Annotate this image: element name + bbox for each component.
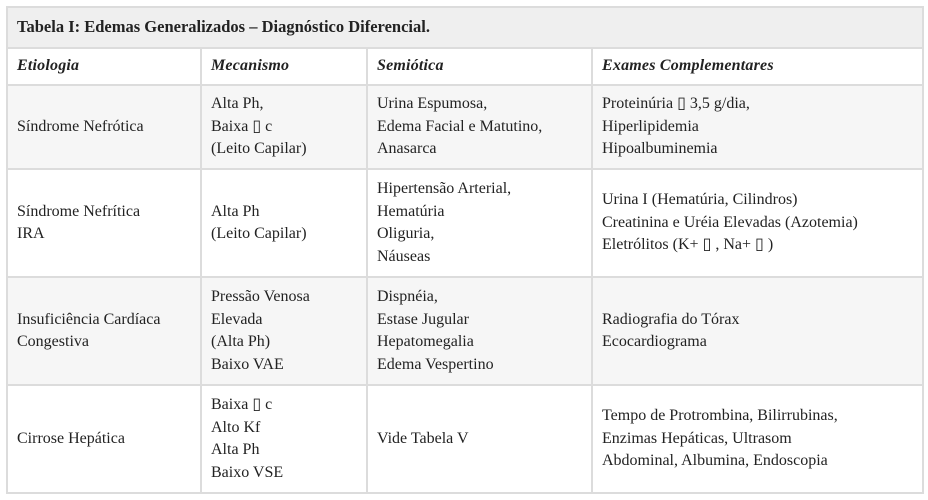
cell-line: Elevada	[211, 310, 263, 328]
table-title-row	[7, 7, 923, 48]
cell-mecanismo	[201, 385, 367, 493]
cell-line: (Leito Capilar)	[211, 225, 307, 242]
cell-line: Vide Tabela V	[377, 429, 469, 447]
cell-line: Hematúria	[377, 202, 445, 220]
cell-line: Enzimas Hepáticas, Ultrasom	[602, 429, 792, 447]
cell-exames	[592, 85, 923, 169]
cell-line: Estase Jugular	[377, 310, 469, 328]
table-row	[7, 85, 923, 169]
table-header-row	[7, 48, 923, 85]
table-row	[7, 169, 923, 277]
cell-line: Alta Ph	[211, 202, 260, 220]
cell-line: Síndrome Nefrótica	[17, 117, 144, 135]
cell-line: Alta Ph	[211, 441, 260, 458]
cell-line: Ecocardiograma	[602, 333, 707, 350]
cell-line: Síndrome Nefrítica	[17, 202, 141, 220]
cell-exames	[592, 277, 923, 385]
column-header-etiologia: Etiologia	[7, 48, 201, 85]
cell-line: Baixa ▯ c	[211, 117, 273, 135]
cell-semiotica	[367, 85, 592, 169]
cell-line: Radiografia do Tórax	[602, 310, 740, 328]
cell-line: Náuseas	[377, 247, 431, 265]
cell-line: Pressão Venosa	[211, 288, 310, 305]
cell-semiotica	[367, 385, 592, 493]
table-container	[6, 6, 922, 494]
cell-line: (Leito Capilar)	[211, 140, 307, 158]
cell-line: Dispnéia,	[377, 288, 438, 305]
cell-line: Baixa ▯ c	[211, 396, 273, 413]
cell-etiologia	[7, 169, 201, 277]
cell-line: Cirrose Hepática	[17, 429, 125, 447]
cell-line: (Alta Ph)	[211, 333, 271, 350]
cell-line: Edema Vespertino	[377, 355, 494, 373]
cell-line: Eletrólitos (K+ ▯ , Na+ ▯ )	[602, 236, 774, 254]
cell-etiologia	[7, 85, 201, 169]
cell-line: Insuficiência Cardíaca	[17, 310, 161, 328]
cell-line: Anasarca	[377, 140, 437, 158]
table-row	[7, 385, 923, 493]
cell-line: Urina I (Hematúria, Cilindros)	[602, 191, 798, 209]
cell-line: Hiperlipidemia	[602, 117, 699, 135]
cell-line: Alto Kf	[211, 418, 261, 436]
column-header-semiotica: Semiótica	[367, 48, 592, 85]
column-header-exames: Exames Complementares	[592, 48, 923, 85]
cell-line: Urina Espumosa,	[377, 95, 488, 113]
cell-line: Creatinina e Uréia Elevadas (Azotemia)	[602, 213, 858, 231]
cell-mecanismo	[201, 169, 367, 277]
cell-exames	[592, 169, 923, 277]
cell-line: Tempo de Protrombina, Bilirrubinas,	[602, 407, 838, 425]
cell-line: Congestiva	[17, 333, 89, 350]
cell-line: Hipertensão Arterial,	[377, 180, 512, 197]
cell-line: Alta Ph,	[211, 95, 264, 113]
cell-line: Edema Facial e Matutino,	[377, 117, 543, 135]
cell-mecanismo	[201, 277, 367, 385]
table-row	[7, 277, 923, 385]
cell-exames	[592, 385, 923, 493]
cell-line: Baixo VAE	[211, 355, 284, 373]
cell-line: Oliguria,	[377, 225, 435, 242]
differential-diagnosis-table	[6, 6, 924, 494]
cell-line: IRA	[17, 225, 45, 242]
column-header-mecanismo: Mecanismo	[201, 48, 367, 85]
cell-mecanismo	[201, 85, 367, 169]
cell-line: Proteinúria ▯ 3,5 g/dia,	[602, 95, 750, 113]
cell-line: Abdominal, Albumina, Endoscopia	[602, 452, 828, 470]
cell-line: Hipoalbuminemia	[602, 140, 718, 158]
cell-etiologia	[7, 277, 201, 385]
cell-etiologia	[7, 385, 201, 493]
cell-line: Hepatomegalia	[377, 333, 474, 350]
cell-line: Baixo VSE	[211, 463, 284, 481]
cell-semiotica	[367, 277, 592, 385]
cell-semiotica	[367, 169, 592, 277]
table-title: Tabela I: Edemas Generalizados – Diagnóstico Diferencial.	[7, 7, 923, 48]
